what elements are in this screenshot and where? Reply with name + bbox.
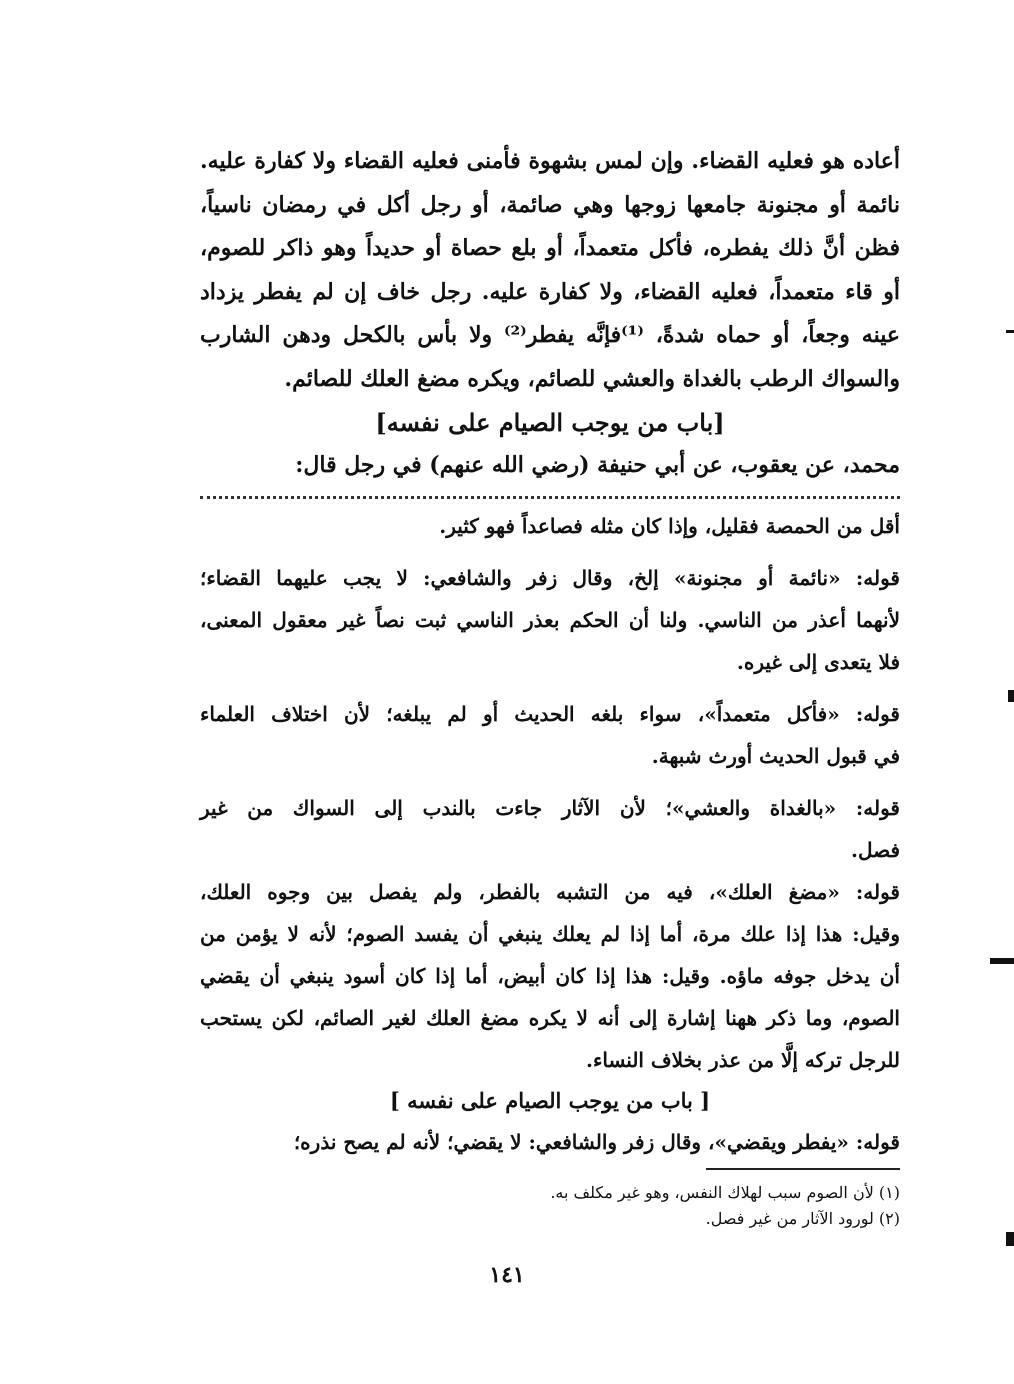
commentary-line: فصل. [850, 837, 900, 862]
footnote: (٢) لورود الآثار من غير فصل. [705, 1209, 900, 1228]
footnote: (١) لأن الصوم سبب لهلاك النفس، وهو غير مكلف به. [550, 1183, 900, 1202]
scan-mark [1006, 330, 1014, 333]
commentary-line: قوله: «بالغداة والعشي»؛ لأن الآثار جاءت بالندب إلى السواك من غير [200, 795, 900, 820]
footnotes [400, 1180, 900, 1232]
commentary-line: قوله: «مضغ العلك»، فيه من التشبه بالفطر، ولم يفصل بين وجوه العلك، [200, 879, 900, 904]
paragraph-gap [200, 777, 900, 787]
commentary-block [200, 505, 900, 1081]
page-number: ١٤١ [489, 1262, 525, 1288]
scan-mark [1008, 690, 1014, 702]
commentary-line: في قبول الحديث أورث شبهة. [651, 743, 900, 768]
commentary-paragraph [200, 557, 900, 683]
dotted-separator [200, 496, 900, 499]
commentary-line: لأنهما أعذر من الناسي. ولنا أن الحكم بعذر الناسي ثبت نصاً غير معقول المعنى، [200, 607, 901, 632]
text-block [200, 140, 900, 1163]
main-text-line: فظن أنَّ ذلك يفطره، فأكل متعمداً، أو بلع حصاة أو حديداً وهو ذاكر للصوم، [200, 235, 900, 261]
commentary-line: قوله: «يفطر ويقضي»، وقال زفر والشافعي: لا يقضي؛ لأنه لم يصح نذره؛ [293, 1129, 900, 1154]
main-text-line: عينه وجعاً، أو حماه شدةً، ⁽¹⁾فإنَّه يفطر⁽²⁾ ولا بأس بالكحل ودهن الشارب [200, 322, 900, 348]
commentary-paragraph [200, 787, 900, 871]
commentary-line: وقيل: هذا إذا علك مرة، أما إذا لم يعلك ينبغي أن يفسد الصوم؛ لأنه لا يؤمن من [200, 921, 900, 946]
commentary-line: للرجل تركه إلَّا من عذر بخلاف النساء. [585, 1047, 900, 1072]
section-heading-2: [ باب من يوجب الصيام على نفسه ] [389, 1087, 711, 1113]
commentary-line: أقل من الحمصة فقليل، وإذا كان مثله فصاعداً فهو كثير. [439, 513, 900, 538]
main-text [200, 140, 900, 401]
footnote-rule [706, 1168, 900, 1170]
scan-mark [1006, 1232, 1014, 1246]
main-text-line: والسواك الرطب بالغداة والعشي للصائم، ويكره مضغ العلك للصائم. [284, 365, 900, 392]
commentary-paragraph [200, 693, 900, 777]
main-text-line: أعاده هو فعليه القضاء. وإن لمس بشهوة فأمنى فعليه القضاء ولا كفارة عليه. [200, 148, 900, 174]
commentary-line: قوله: «فأكل متعمداً»، سواء بلغه الحديث أو لم يبلغه؛ لأن اختلاف العلماء [200, 701, 900, 726]
commentary-paragraph [200, 505, 900, 547]
paragraph-gap [200, 683, 900, 693]
commentary-line: قوله: «نائمة أو مجنونة» إلخ، وقال زفر والشافعي: لا يجب عليهما القضاء؛ [200, 565, 900, 590]
paragraph-gap [200, 547, 900, 557]
section-heading-1: [باب من يوجب الصيام على نفسه] [375, 408, 725, 437]
scan-mark [990, 958, 1014, 964]
main-text-line: محمد، عن يعقوب، عن أبي حنيفة (رضي الله عنهم) في رجل قال: [295, 452, 900, 478]
commentary-line: أن يدخل جوفه ماؤه. وقيل: هذا إذا كان أبيض، أما إذا كان أسود ينبغي أن يقضي [200, 963, 900, 988]
main-text-line: أو قاء متعمداً، فعليه القضاء، ولا كفارة عليه. رجل خاف إن لم يفطر يزداد [200, 278, 900, 305]
commentary-line: الصوم، وما ذكر ههنا إشارة إلى أنه لا يكره مضغ العلك لغير الصائم، لكن يستحب [200, 1005, 900, 1030]
commentary-paragraph [200, 871, 900, 1081]
main-text-line: نائمة أو مجنونة جامعها زوجها وهي صائمة، أو رجل أكل في رمضان ناسياً، [200, 191, 900, 218]
commentary-line: فلا يتعدى إلى غيره. [736, 649, 900, 674]
